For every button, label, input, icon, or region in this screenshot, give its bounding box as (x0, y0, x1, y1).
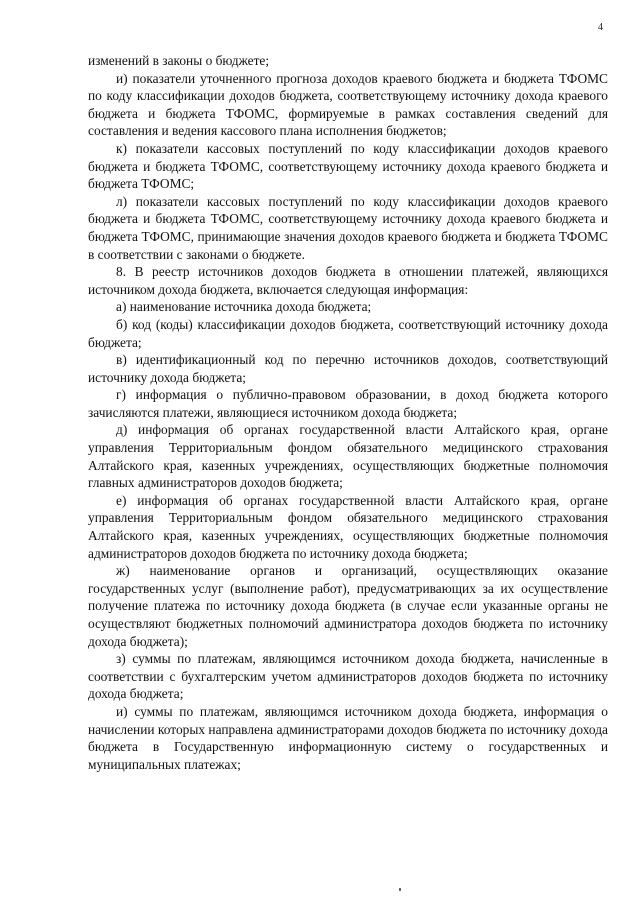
document-body (88, 52, 608, 773)
paragraph: изменений в законы о бюджете; (88, 53, 270, 68)
paragraph: д) информация об органах государственной власти Алтайского края, органе управления Территориальным фондом обязательного медицинского страхования Алтайского края, казенных учреждениях, осуществляющих бюджетные полномочия главных администраторов доходов бюджета; (88, 422, 608, 491)
paragraph: ж) наименование органов и организаций, осуществляющих оказание государственных услуг (выполнение работ), предусматривающих за их осуществление получение платежа по источнику дохода бюджета (в случае если указанные органы не осуществляют бюджетных полномочий администратора доходов бюджета по источнику дохода бюджета); (88, 563, 608, 649)
page-number: 4 (598, 22, 603, 33)
paragraph: и) суммы по платежам, являющимся источником дохода бюджета, информация о начислении которых направлена администраторами доходов бюджета по источнику дохода бюджета в Государственную информационную систему о государственных и муниципальных платежах; (88, 703, 608, 772)
scan-mark (399, 888, 401, 891)
paragraph: г) информация о публично-правовом образовании, в доход бюджета которого зачисляются платежи, являющиеся источником дохода бюджета; (88, 387, 608, 420)
paragraph: 8. В реестр источников доходов бюджета в отношении платежей, являющихся источником дохода бюджета, включается следующая информация: (88, 264, 608, 297)
paragraph: б) код (коды) классификации доходов бюджета, соответствующий источнику дохода бюджета; (88, 316, 608, 350)
paragraph: а) наименование источника дохода бюджета; (116, 299, 372, 315)
paragraph: к) показатели кассовых поступлений по коду классификации доходов краевого бюджета и бюджета ТФОМС, соответствующему источнику дохода краевого бюджета и бюджета ТФОМС; (88, 140, 608, 192)
paragraph: в) идентификационный код по перечню источников доходов, соответствующий источнику дохода бюджета; (88, 352, 608, 385)
paragraph: з) суммы по платежам, являющимся источником дохода бюджета, начисленные в соответствии с бухгалтерским учетом администраторов доходов бюджета по источнику дохода бюджета; (88, 651, 608, 702)
paragraph: е) информация об органах государственной власти Алтайского края, органе управления Территориальным фондом обязательного медицинского страхования Алтайского края, казенных учреждениях, осуществляющих бюджетные полномочия администраторов доходов бюджета по источнику дохода бюджета; (88, 492, 608, 561)
paragraph: л) показатели кассовых поступлений по коду классификации доходов краевого бюджета и бюджета ТФОМС, соответствующему источнику дохода краевого бюджета и бюджета ТФОМС, принимающие значения доходов краевого бюджета и бюджета ТФОМС в соответствии с законами о бюджете. (88, 193, 608, 262)
paragraph: и) показатели уточненного прогноза доходов краевого бюджета и бюджета ТФОМС по коду классификации доходов бюджета, соответствующему источнику дохода краевого бюджета и бюджета ТФОМС, формируемые в рамках составления сведений для составления и ведения кассового плана исполнения бюджетов; (88, 70, 608, 139)
